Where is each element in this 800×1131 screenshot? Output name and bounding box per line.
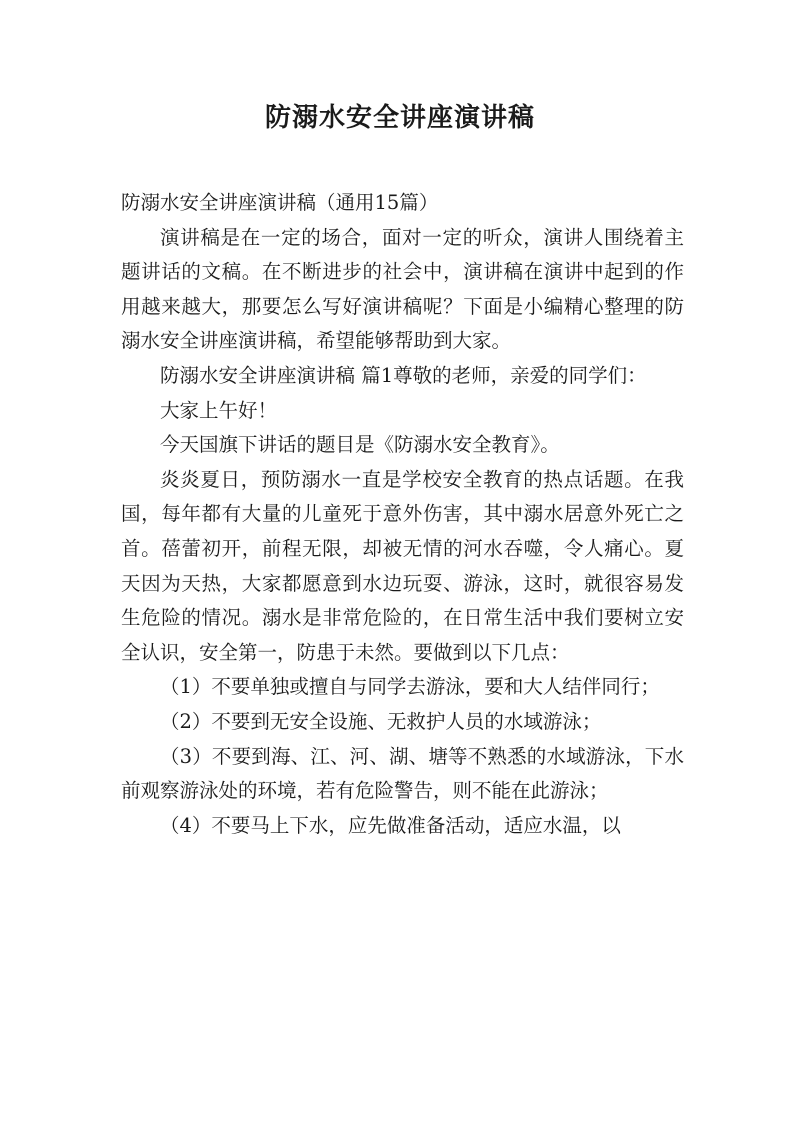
document-body [121, 186, 684, 843]
body-paragraph: 今天国旗下讲话的题目是《防溺水安全教育》。 [160, 433, 560, 457]
body-paragraph: （3）不要到海、江、河、湖、塘等不熟悉的水域游泳，下水前观察游泳处的环境，若有危险警告，则不能在此游泳； [121, 744, 684, 803]
body-paragraph: 炎炎夏日，预防溺水一直是学校安全教育的热点话题。在我国，每年都有大量的儿童死于意外伤害，其中溺水居意外死亡之首。蓓蕾初开，前程无限，却被无情的河水吞噬，令人痛心。夏天因为天热，大家都愿意到水边玩耍、游泳，这时，就很容易发生危险的情况。溺水是非常危险的，在日常生活中我们要树立安全认识，安全第一，防患于未然。要做到以下几点： [121, 467, 684, 664]
body-paragraph: 大家上午好！ [160, 398, 278, 422]
body-paragraph: 演讲稿是在一定的场合，面对一定的听众，演讲人围绕着主题讲话的文稿。在不断进步的社会中，演讲稿在演讲中起到的作用越来越大，那要怎么写好演讲稿呢？下面是小编精心整理的防溺水安全讲座演讲稿，希望能够帮助到大家。 [121, 225, 684, 353]
body-paragraph: （2）不要到无安全设施、无救护人员的水域游泳； [160, 709, 602, 733]
body-paragraph: 防溺水安全讲座演讲稿 篇1尊敬的老师，亲爱的同学们： [160, 363, 647, 387]
body-paragraph: （4）不要马上下水，应先做准备活动，适应水温，以 [160, 813, 621, 837]
body-paragraph: （1）不要单独或擅自与同学去游泳，要和大人结伴同行； [160, 675, 660, 699]
document-title: 防溺水安全讲座演讲稿 [264, 103, 535, 133]
body-paragraph: 防溺水安全讲座演讲稿（通用15篇） [121, 191, 439, 214]
